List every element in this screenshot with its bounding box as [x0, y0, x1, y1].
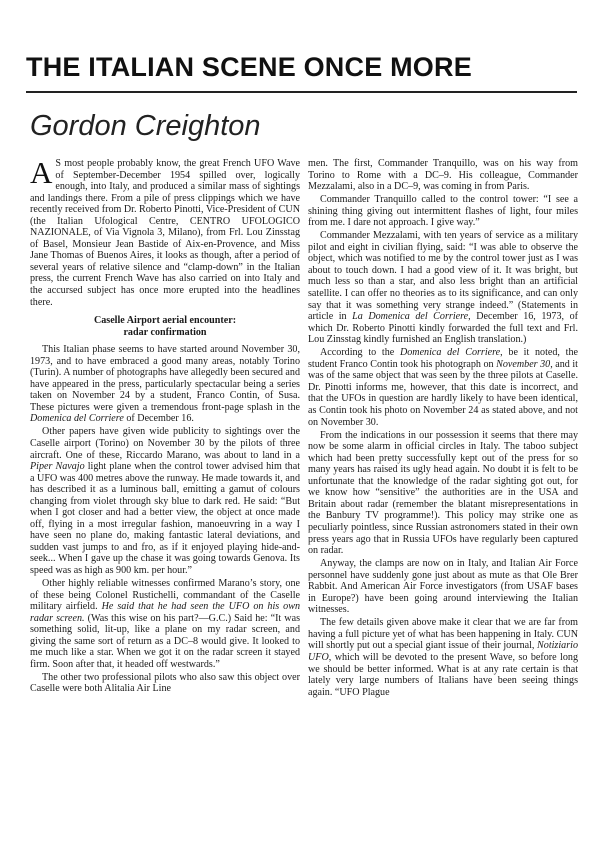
paragraph-text: Commander Mezzalami, with ten years of service as a military pilot and eight in civilian flying, said: “I was able to observe the object, which was notified to me by the control tower just as I was about to touch down. I had a good view of it. It was bright, but much less so than a star, and also less bright than an artificial satellite. I can offer no theories as to its significance, and can only say that it was something very strange indeed.” (Statements in article in	[308, 230, 578, 323]
paragraph-text: From the indications in our possession it seems that there may now be some alarm in official circles in Italy. The taboo subject which had been pretty successfully kept out of the press for so many years has raised its ugly head again. No doubt it is felt to be unfortunate that the knowledge of the radar sighting got out, for we know how “sensitive” the authorities are in the USA and Britain about radar (remember the blatant misrepresentations in the Banbury TV programme!). This policy may strike one as peculiarly pointless, since Russian astronomers stated in their own press years ago that in Russia UFOs have regularly been captured on radar.	[308, 429, 578, 557]
drop-cap: A	[30, 155, 53, 190]
paragraph-text: of December 16.	[123, 413, 194, 425]
left-column	[30, 155, 301, 697]
paragraph-italic: He said that he had seen the UFO on his own radar screen.	[30, 601, 300, 624]
paragraph	[308, 158, 578, 193]
paragraph-italic: Notiziario UFO	[308, 640, 578, 663]
paragraph	[308, 430, 578, 557]
subheading-line: Caselle Airport aerial encounter:	[93, 315, 237, 327]
article-author: Gordon Creighton	[30, 110, 261, 142]
paragraph-text: Other papers have given wide publicity to sightings over the Caselle airport (Torino) on November 30 by the pilots of three aircraft. One of these, Riccardo Marano, was about to land in a	[30, 426, 300, 461]
paragraph-italic: November 30	[496, 358, 551, 370]
paragraph	[30, 426, 300, 576]
paragraph-text: According to the	[320, 347, 400, 359]
paragraph	[308, 194, 578, 229]
paragraph-text: The other two professional pilots who also saw this object over Caselle were both Alitalia Air Line	[30, 671, 300, 695]
paragraph-text: Other highly reliable witnesses confirmed Marano’s story, one of these being Colonel Rustichelli, commandant of the Caselle military airfield.	[30, 578, 300, 613]
paragraph-text: light plane when the control tower advised him that a UFO was 400 metres above the runway. He made towards it, and has described it as a luminous ball, emitting a gamut of colours changing from violet through sky blue to dark red. He said: “But when I got closer and had a better view, the object at once made off, flying in a most irregular fashion, manoeuvring in a way I have seen no plane do, making fantastic lateral deviations, and sudden vast jumps to and fro, as if it enjoyed playing hide-and-seek... When I gave up the chase it was going towards Genova. Its speed was as high as 900 km. per hour.”	[30, 461, 301, 576]
paragraph-text: The few details given above make it clear that we are far from having a full picture yet of what has been happening in Italy. CUN will shortly put out a special giant issue of their journal,	[308, 617, 578, 652]
paragraph-text: This Italian phase seems to have started around November 30, 1973, and to have embraced a good many areas, notably Torino (Turin). A number of photographs have allegedly been secured and have appeared in the press, particularly spectacular being a series taken on November 24 by a student, Franco Contin, of Susa. These pictures were given a tremendous front-page splash in the	[30, 344, 300, 413]
paragraph-text: , and it was of the same object that was seen by the three pilots at Caselle. Dr. Pinotti informs me, however, that this date is incorrect, and that the UFOs in question are hardly likely to have been identical, as Contin took his photo on November 24 as stated above, and not on November 30.	[308, 358, 578, 428]
paragraph-text: , be it noted, the student Franco Contin took his photograph on	[308, 347, 578, 370]
paragraph-text: Anyway, the clamps are now on in Italy, and Italian Air Force personnel have suddenly gone just about as mute as that Ole Brer Rabbit. And American Air Force investigators (from USAF bases in Europe?) have been going around interviewing the Italian witnesses.	[308, 558, 578, 616]
right-column	[308, 158, 578, 700]
paragraph-text: (Was this wise on his part?—G.C.) Said he: “It was something solid, lit-up, like a plane on my radar screen, and giving the same sort of return as a DC–8 would give. It looked to me much like a star. When we got it on the radar screen it stayed firm. Soon after that, it headed off westwards.”	[30, 612, 300, 670]
paragraph-italic: Domenica del Corriere	[30, 413, 124, 425]
paragraph	[30, 578, 300, 670]
paragraph-text: S most people probably know, the great French UFO Wave of September-December 1954 spilled over, logically enough, into Italy, and produced a similar mass of sightings and landings there. From a pile of press clippings which we have recently received from Dr. Roberto Pinotti, Vice-President of CUN (the Italian Ufological Centre, CENTRO UFOLOGICO NAZIONALE, of Via Vignola 3, Milano), from Frl. Lou Zinsstag of Basel, Monsieur Jean Bastide of Aix-en-Provence, and Miss Jane Thomas of Buenos Aires, it looks as though, after a period of several years of relative silence and “clamp-down” in the Italian press, the current French Wave has also carried on into Italy and the accursed subject has once more erupted into the headlines there.	[30, 158, 300, 308]
paragraph-text: , which will be devoted to the present Wave, so before long we should be better informed. What is at any rate certain is that lately very large numbers of Italians have been seeing things again. “UFO Plague	[308, 651, 578, 698]
paragraph	[308, 617, 578, 698]
paragraph	[308, 347, 578, 428]
paragraph-text: , December 16, 1973, of which Dr. Roberto Pinotti kindly forwarded the full text and Frl. Lou Zinsstag kindly furnished an English translation.)	[308, 311, 578, 346]
subheading-line: radar confirmation	[123, 326, 207, 338]
paragraph-text: Commander Tranquillo called to the control tower: “I see a shining thing giving out intermittent flashes of light, four miles from me. I dare not approach. I give way.”	[308, 194, 578, 229]
paragraph-italic: Piper Navajo	[30, 461, 85, 473]
paragraph-italic: Domenica del Corriere	[399, 347, 501, 359]
paragraph-italic: La Domenica del Corriere	[352, 311, 469, 323]
section-subheading	[30, 315, 300, 338]
paragraph	[308, 558, 578, 616]
title-rule	[26, 91, 577, 93]
paragraph	[308, 230, 578, 345]
article-title: THE ITALIAN SCENE ONCE MORE	[26, 52, 472, 82]
paragraph	[30, 344, 300, 425]
paragraph	[30, 672, 300, 695]
paragraph	[30, 155, 300, 308]
paragraph-text: men. The first, Commander Tranquillo, was on his way from Torino to Rome with a DC–9. His colleague, Commander Mezzalami, also in a DC–9, was coming in from Paris.	[308, 158, 578, 193]
